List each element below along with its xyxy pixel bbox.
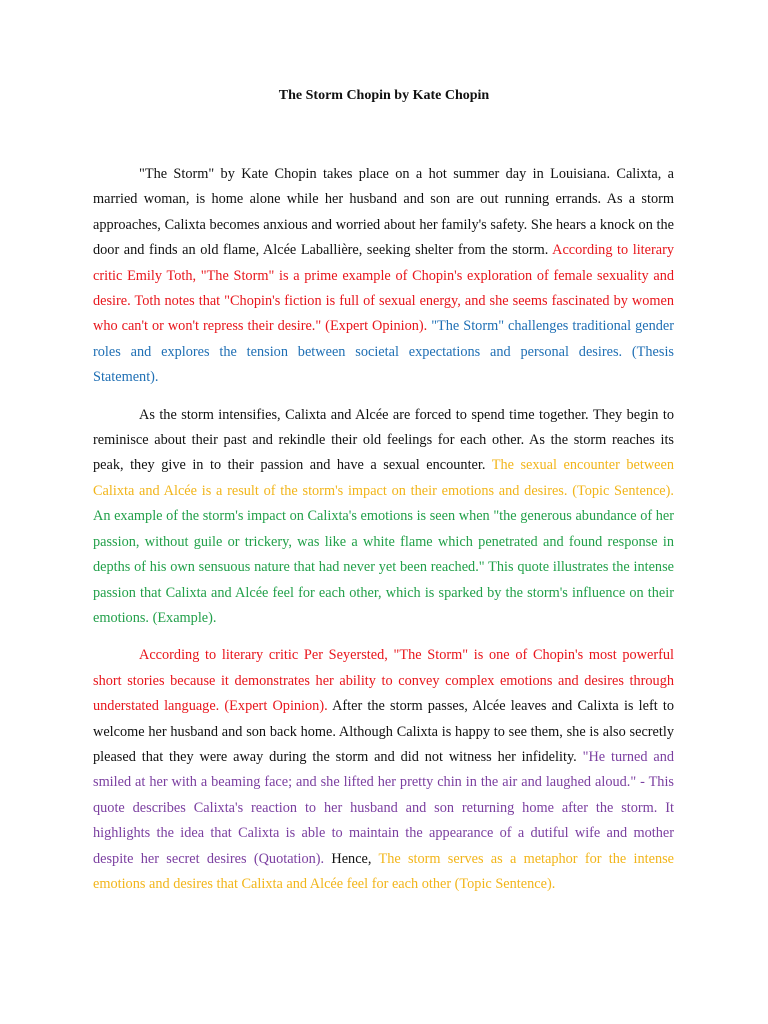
plain-text: "The Storm" by Kate Chopin takes place on a hot summer day in Louisiana. Calixta, a married woman, is home alone while her husband and son are out running errands. As a storm approaches, Calixta becomes anxious and worried about her family's safety. She hears a knock on the door and finds an old flame, Alcée Laballière, seeking shelter from the storm. bbox=[93, 166, 674, 259]
topic-sentence-text: The storm serves as a metaphor for the intense emotions and desires that Calixta and Alcée feel for each other (Topic Sentence). bbox=[93, 850, 674, 892]
expert-opinion-text: According to literary critic Per Seyersted, "The Storm" is one of Chopin's most powerful short stories because it demonstrates her ability to convey complex emotions and desires through understated language. (Expert Opinion). bbox=[93, 647, 674, 715]
paragraph bbox=[93, 162, 674, 391]
example-text: An example of the storm's impact on Calixta's emotions is seen when "the generous abundance of her passion, without guile or trickery, was like a white flame which penetrated and found response in depths of his own sensuous nature that had never yet been reached." This quote illustrates the intense passion that Calixta and Alcée feel for each other, which is sparked by the storm's influence on their emotions. (Example). bbox=[93, 508, 674, 626]
expert-opinion-text: According to literary critic Emily Toth, "The Storm" is a prime example of Chopin's exploration of female sexuality and desire. Toth notes that "Chopin's fiction is full of sexual energy, and she seems fascinated by women who can't or won't repress their desire." (Expert Opinion). bbox=[93, 242, 674, 335]
plain-text: Hence, bbox=[331, 850, 379, 867]
thesis-statement-text: "The Storm" challenges traditional gender roles and explores the tension between societal expectations and personal desires. (Thesis Statement). bbox=[93, 318, 674, 386]
paragraph bbox=[93, 643, 674, 897]
document-body bbox=[93, 162, 674, 909]
plain-text: As the storm intensifies, Calixta and Alcée are forced to spend time together. They begin to reminisce about their past and rekindle their old feelings for each other. As the storm reaches its peak, they give in to their passion and have a sexual encounter. bbox=[93, 406, 674, 474]
quotation-text: "He turned and smiled at her with a beaming face; and she lifted her pretty chin in the air and laughed aloud." - This quote describes Calixta's reaction to her husband and son returning home after the storm. It highlights the idea that Calixta is able to maintain the appearance of a dutiful wife and mother despite her secret desires (Quotation). bbox=[93, 748, 674, 867]
paragraph bbox=[93, 403, 674, 632]
page-title: The Storm Chopin by Kate Chopin bbox=[278, 88, 490, 103]
topic-sentence-text: The sexual encounter between Calixta and Alcée is a result of the storm's impact on their emotions and desires. (Topic Sentence). bbox=[93, 457, 675, 499]
plain-text: After the storm passes, Alcée leaves and Calixta is left to welcome her husband and son back home. Although Calixta is happy to see them, she is also secretly pleased that they were away during the storm and did not witness her infidelity. bbox=[93, 698, 675, 765]
